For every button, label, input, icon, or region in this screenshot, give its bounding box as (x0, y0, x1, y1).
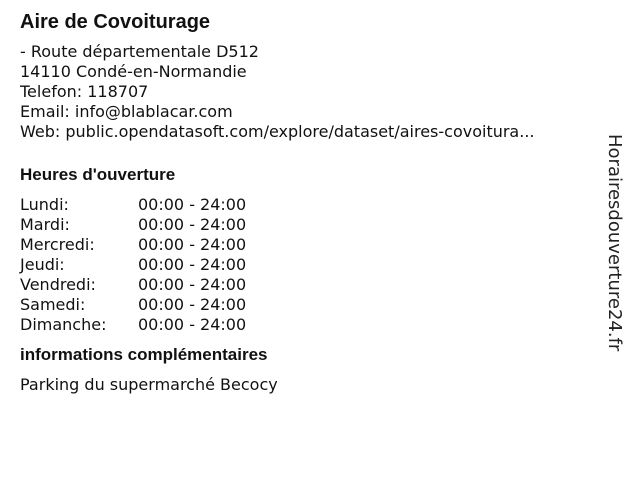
day-hours: 00:00 - 24:00 (138, 315, 247, 334)
hours-table (20, 195, 246, 335)
day-hours: 00:00 - 24:00 (138, 275, 247, 294)
info-heading: informations complémentaires (20, 345, 268, 364)
day-label: Mercredi: (20, 235, 95, 254)
day-label: Vendredi: (20, 275, 96, 294)
place-card (20, 10, 605, 395)
info-text: Parking du supermarché Becocy (20, 375, 278, 394)
email-line[interactable]: Email: info@blablacar.com (20, 102, 233, 121)
day-hours: 00:00 - 24:00 (138, 235, 247, 254)
hours-row (20, 255, 246, 275)
web-line[interactable]: Web: public.opendatasoft.com/explore/dataset/aires-covoitura... (20, 122, 535, 141)
city-line: 14110 Condé-en-Normandie (20, 62, 247, 81)
place-title: Aire de Covoiturage (20, 11, 211, 33)
hours-row (20, 275, 246, 295)
day-hours: 00:00 - 24:00 (138, 255, 247, 274)
hours-row (20, 195, 246, 215)
day-label: Dimanche: (20, 315, 107, 334)
day-hours: 00:00 - 24:00 (138, 215, 247, 234)
hours-heading: Heures d'ouverture (20, 165, 176, 184)
hours-row (20, 295, 246, 315)
brand-watermark: Horairesdouverture24.fr (604, 134, 625, 352)
street-line: - Route départementale D512 (20, 42, 259, 61)
hours-row (20, 235, 246, 255)
hours-row (20, 315, 246, 335)
day-hours: 00:00 - 24:00 (138, 295, 247, 314)
day-label: Mardi: (20, 215, 70, 234)
day-hours: 00:00 - 24:00 (138, 195, 247, 214)
address-block (20, 42, 605, 142)
day-label: Samedi: (20, 295, 86, 314)
hours-row (20, 215, 246, 235)
day-label: Jeudi: (20, 255, 65, 274)
phone-line[interactable]: Telefon: 118707 (20, 82, 149, 101)
day-label: Lundi: (20, 195, 69, 214)
